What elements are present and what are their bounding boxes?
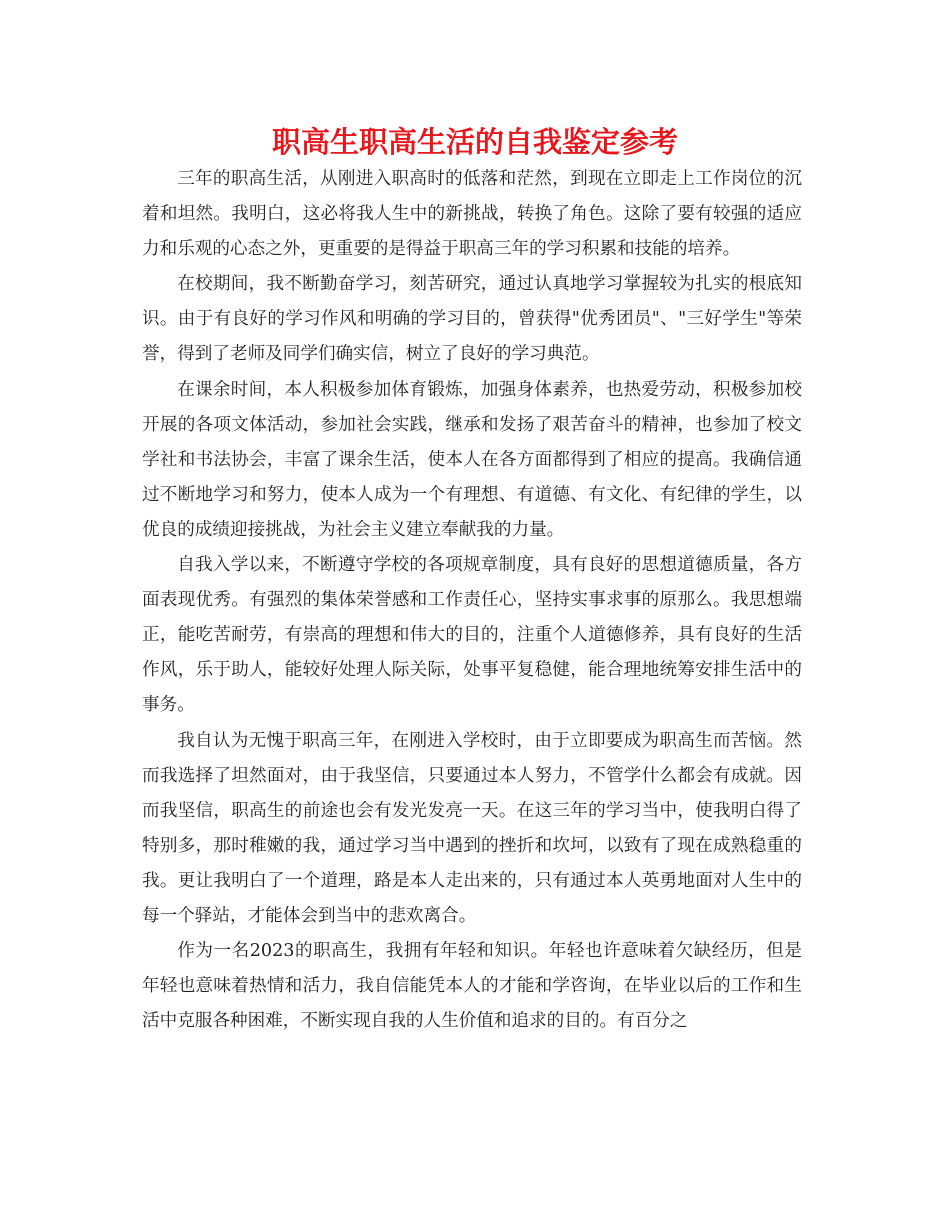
paragraph-4: 自我入学以来，不断遵守学校的各项规章制度，具有良好的思想道德质量，各方面表现优秀。有强烈的集体荣誉感和工作责任心，坚持实事求事的原那么。我思想端正，能吃苦耐劳，有崇高的理想和伟大的目的，注重个人道德修养，具有良好的生活作风，乐于助人，能较好处理人际关际，处事平复稳健，能合理地统筹安排生活中的事务。 (142, 555, 802, 716)
paragraph-3: 在课余时间，本人积极参加体育锻炼，加强身体素养，也热爱劳动，积极参加校开展的各项文体活动，参加社会实践，继承和发扬了艰苦奋斗的精神，也参加了校文学社和书法协会，丰富了课余生活，使本人在各方面都得到了相应的提高。我确信通过不断地学习和努力，使本人成为一个有理想、有道德、有文化、有纪律的学生，以优良的成绩迎接挑战，为社会主义建立奉献我的力量。 (142, 379, 802, 540)
paragraph-5: 我自认为无愧于职高三年，在刚进入学校时，由于立即要成为职高生而苦恼。然而我选择了坦然面对，由于我坚信，只要通过本人努力，不管学什么都会有成就。因而我坚信，职高生的前途也会有发光发亮一天。在这三年的学习当中，使我明白得了特别多，那时稚嫩的我，通过学习当中遇到的挫折和坎坷，以致有了现在成熟稳重的我。更让我明白了一个道理，路是本人走出来的，只有通过本人英勇地面对人生中的每一个驿站，才能体会到当中的悲欢离合。 (142, 730, 802, 926)
paragraph-1: 三年的职高生活，从刚进入职高时的低落和茫然，到现在立即走上工作岗位的沉着和坦然。我明白，这必将我人生中的新挑战，转换了角色。这除了要有较强的适应力和乐观的心态之外，更重要的是得益于职高三年的学习积累和技能的培养。 (142, 169, 802, 260)
paragraph-2: 在校期间，我不断勤奋学习，刻苦研究，通过认真地学习掌握较为扎实的根底知识。由于有良好的学习作风和明确的学习目的，曾获得"优秀团员"、"三好学生"等荣誉，得到了老师及同学们确实信，树立了良好的学习典范。 (142, 274, 802, 365)
paragraph-6: 作为一名2023的职高生，我拥有年轻和知识。年轻也许意味着欠缺经历，但是年轻也意味着热情和活力，我自信能凭本人的才能和学咨询，在毕业以后的工作和生活中克服各种困难，不断实现自我的人生价值和追求的目的。有百分之 (142, 941, 802, 1032)
document-title: 职高生职高生活的自我鉴定参考 (271, 125, 678, 159)
document-body (142, 162, 802, 1039)
